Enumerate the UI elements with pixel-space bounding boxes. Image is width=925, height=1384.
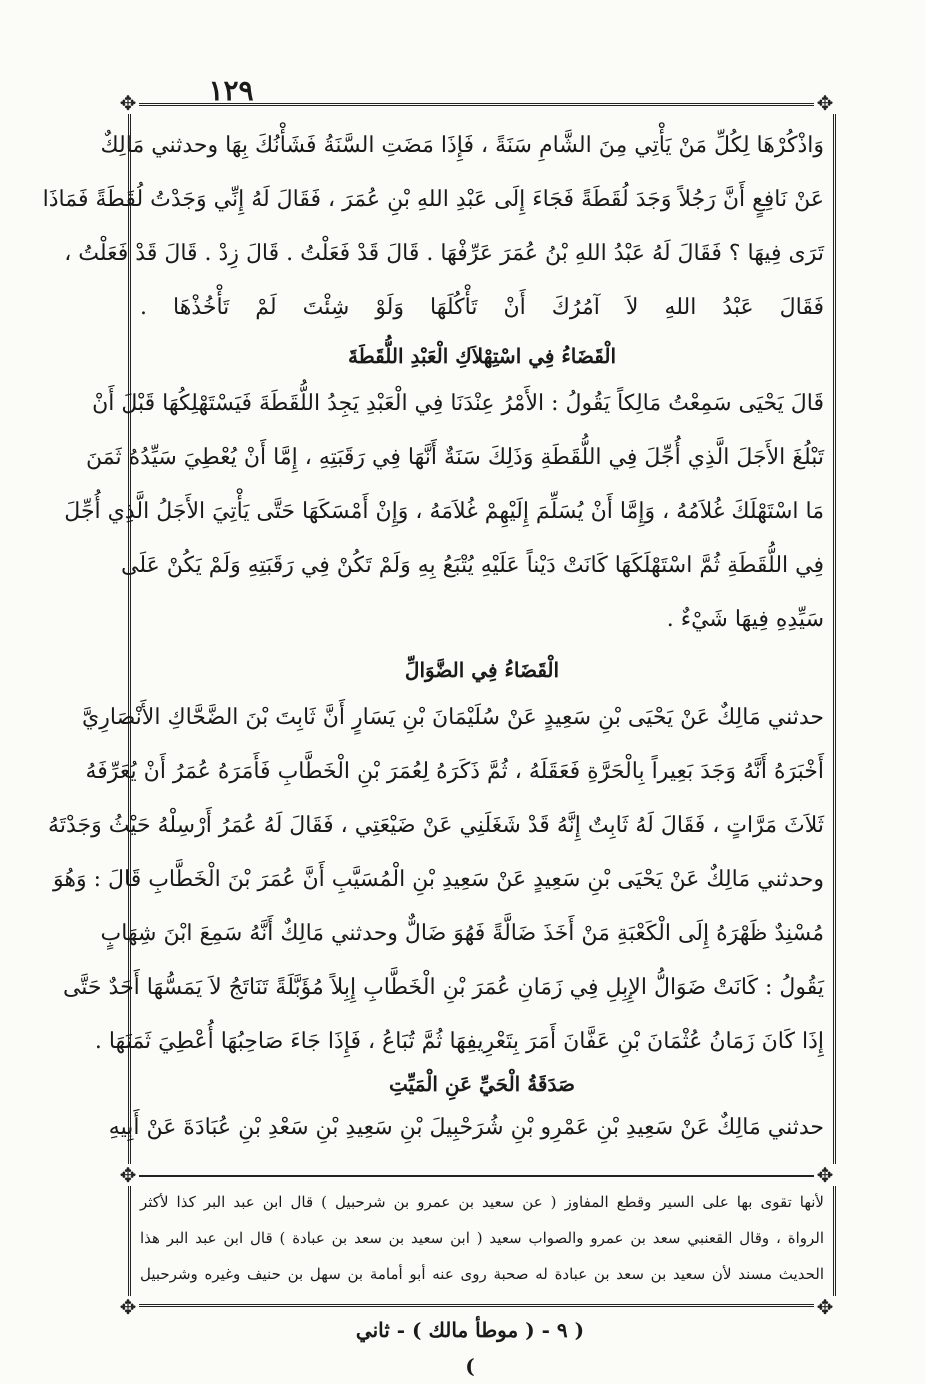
text-line: إِذَا كَانَ زَمَانُ عُثْمَانَ بْنِ عَفَّانَ أَمَرَ بِتَعْرِيفِهَا ثُمَّ تُبَاعُ ، فَإِذَا جَاءَ صَاحِبُهَا أُعْطِيَ ثَمَنَهَا . [94,1029,824,1054]
main-text [42,116,824,1168]
corner-ornament-icon: ✥ [117,1164,139,1186]
page-number: ١٢٩ [208,74,254,107]
signature-mark: ( ٩ - ( موطأ مالك ) - ثاني ) [355,1318,585,1378]
text-line: حدثني مَالِكٌ عَنْ سَعِيدِ بْنِ عَمْرِو بْنِ شُرَحْبِيلَ بْنِ سَعِيدِ بْنِ سَعْدِ بْنِ عُبَادَةَ عَنْ أَبِيهِ [108,1115,824,1140]
text-line: مَا اسْتَهْلَكَ غُلاَمُهُ ، وَإِمَّا أَنْ يُسَلِّمَ إِلَيْهِمْ غُلاَمَهُ ، وَإِنْ أَمْسَكَهَا حَتَّى يَأْتِيَ الأَجَلُ الَّذِي أُجِّلَ [64,499,824,524]
footnote-line: لأنها تقوى بها على السير وقطع المفاوز ( عن سعيد بن عمرو بن شرحبيل ) قال ابن عبد البر كذا لأكثر [140,1193,824,1211]
corner-ornament-icon: ✥ [814,92,836,114]
footnotes [140,1184,824,1296]
section-heading: صَدَقَةُ الْحَيِّ عَنِ الْمَيِّتِ [389,1072,575,1096]
text-line: فَقَالَ عَبْدُ اللهِ لاَ آمُرُكَ أَنْ تَأْكُلَهَا وَلَوْ شِئْتَ لَمْ تَأْخُذْهَا . [140,295,824,320]
footnote-line: الحديث مسند لأن سعيد بن سعد بن عبادة له صحبة روى عنه أبو أمامة بن سهل بن حنيف وغيره وشرحبيل [140,1265,824,1283]
section-heading: الْقَضَاءُ فِي الضَّوَالِّ [404,658,560,682]
corner-ornament-icon: ✥ [814,1296,836,1318]
text-line: يَقُولُ : كَانَتْ ضَوَالُّ الإِبِلِ فِي زَمَانِ عُمَرَ بْنِ الْخَطَّابِ إِبِلاً مُؤَبَّلَةً تَنَاتَجُ لاَ يَمَسُّهَا أَحَدٌ حَتَّى [62,975,824,1000]
text-line: ثَلاَثَ مَرَّاتٍ ، فَقَالَ لَهُ ثَابِتٌ إِنَّهُ قَدْ شَغَلَنِي عَنْ ضَيْعَتِي ، فَقَالَ لَهُ عُمَرُ أَرْسِلْهُ حَيْثُ وَجَدْتَهُ [48,813,824,838]
text-line: سَيِّدِهِ فِيهَا شَيْءٌ . [666,607,824,632]
footnote-divider [131,1175,833,1177]
text-line: وحدثني مَالِكٌ عَنْ يَحْيَى بْنِ سَعِيدٍ عَنْ سَعِيدِ بْنِ الْمُسَيَّبِ أَنَّ عُمَرَ بْنَ الْخَطَّابِ قَالَ : وَهُوَ [53,867,824,892]
text-line: فِي اللُّقَطَةِ ثُمَّ اسْتَهْلَكَهَا كَانَتْ دَيْناً عَلَيْهِ يُتْبَعُ بِهِ وَلَمْ تَكُنْ فِي رَقَبَتِهِ وَلَمْ يَكُنْ عَلَى [120,553,824,578]
section-heading: الْقَضَاءُ فِي اسْتِهْلاَكِ الْعَبْدِ اللُّقَطَةَ [347,344,617,368]
text-line: قَالَ يَحْيَى سَمِعْتُ مَالِكاً يَقُولُ : الأَمْرُ عِنْدَنَا فِي الْعَبْدِ يَجِدُ اللُّقَطَةَ فَيَسْتَهْلِكُهَا قَبْلَ أَنْ [92,391,824,416]
corner-ornament-icon: ✥ [117,92,139,114]
text-line: تَبْلُغَ الأَجَلَ الَّذِي أُجِّلَ فِي اللُّقَطَةِ وَذَلِكَ سَنَةٌ أَنَّهَا فِي رَقَبَتِهِ ، إِمَّا أَنْ يُعْطِيَ سَيِّدُهُ ثَمَنَ [86,445,824,470]
text-line: أَخْبَرَهُ أَنَّهُ وَجَدَ بَعِيراً بِالْحَرَّةِ فَعَقَلَهُ ، ثُمَّ ذَكَرَهُ لِعُمَرَ بْنِ الْخَطَّابِ فَأَمَرَهُ عُمَرُ أَنْ يُعَرِّفَهُ [85,759,824,784]
text-line: وَاذْكُرْهَا لِكُلِّ مَنْ يَأْتِي مِنَ الشَّامِ سَنَةً ، فَإِذَا مَضَتِ السَّنَةُ فَشَأْنُكَ بِهَا وحدثني مَالِكٌ [100,133,824,158]
text-line: تَرَى فِيهَا ؟ فَقَالَ لَهُ عَبْدُ اللهِ بْنُ عُمَرَ عَرِّفْهَا . قَالَ قَدْ فَعَلْتُ . قَالَ زِدْ . قَالَ قَدْ فَعَلْتُ ، [64,241,824,266]
text-line: حدثني مَالِكٌ عَنْ يَحْيَى بْنِ سَعِيدٍ عَنْ سُلَيْمَانَ بْنِ يَسَارٍ أَنَّ ثَابِتَ بْنَ الضَّحَّاكِ الأَنْصَارِيَّ [82,705,824,730]
text-line: مُسْنِدٌ ظَهْرَهُ إِلَى الْكَعْبَةِ مَنْ أَخَذَ ضَالَّةً فَهُوَ ضَالٌّ وحدثني مَالِكٌ أَنَّهُ سَمِعَ ابْنَ شِهَابٍ [100,921,824,946]
text-line: عَنْ نَافِعٍ أَنَّ رَجُلاً وَجَدَ لُقَطَةً فَجَاءَ إِلَى عَبْدِ اللهِ بْنِ عُمَرَ ، فَقَالَ لَهُ إِنِّي وَجَدْتُ لُقَطَةً فَمَاذَا [42,187,824,212]
corner-ornament-icon: ✥ [117,1296,139,1318]
footnote-line: الرواة ، وقال القعنبي سعد بن عمرو والصواب سعيد ( ابن سعيد بن سعد بن عبادة ) قال ابن عبد البر هذا [140,1229,824,1247]
corner-ornament-icon: ✥ [814,1164,836,1186]
